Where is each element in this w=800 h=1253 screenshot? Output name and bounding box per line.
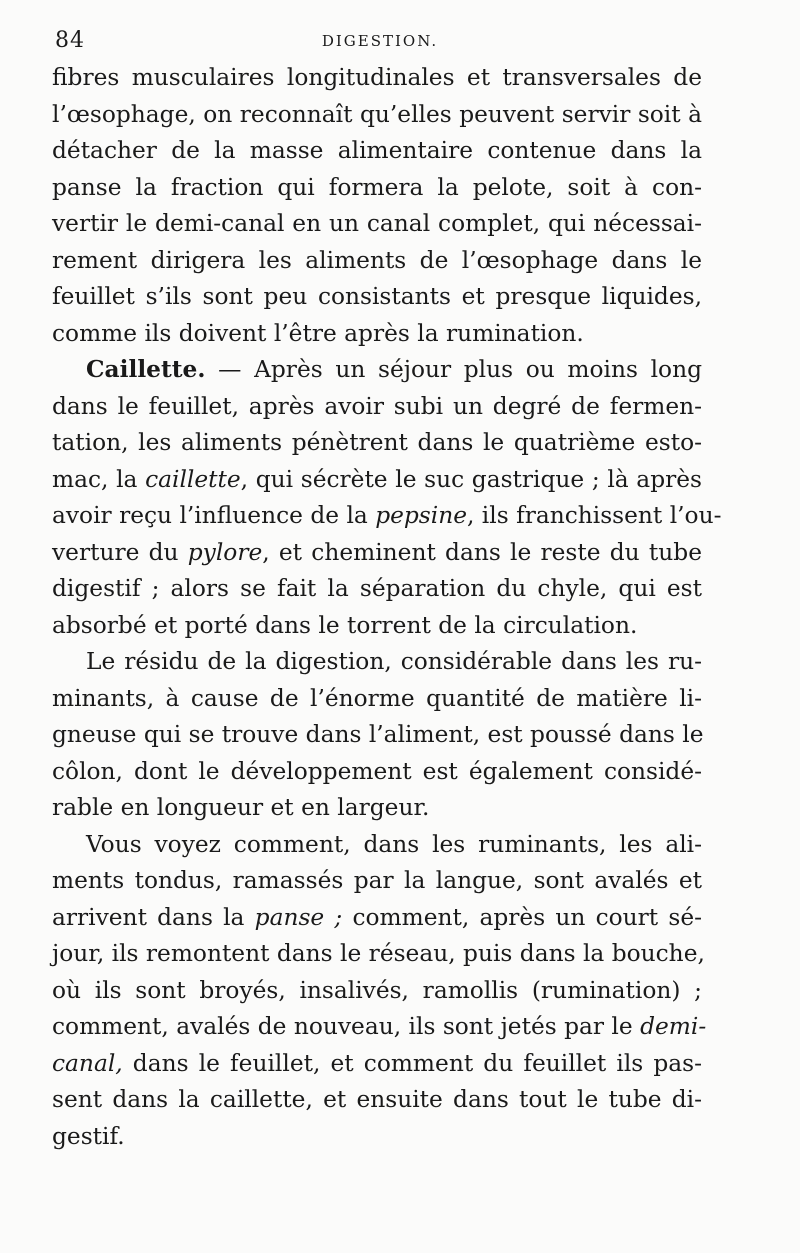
text-line: dans le feuillet, après avoir subi un degré de fermen- bbox=[52, 392, 702, 420]
italic-term: demi- bbox=[640, 1013, 707, 1040]
text-span: arrivent dans la bbox=[52, 903, 255, 931]
text-line bbox=[52, 900, 702, 937]
text-line: panse la fraction qui formera la pelote, soit à con- bbox=[52, 173, 702, 201]
text-line: absorbé et porté dans le torrent de la circulation. bbox=[52, 611, 638, 639]
italic-term: caillette bbox=[145, 465, 241, 493]
text-line bbox=[52, 1009, 707, 1046]
text-line: détacher de la masse alimentaire contenue dans la bbox=[52, 137, 702, 164]
text-line bbox=[52, 498, 722, 535]
paragraph-3 bbox=[52, 644, 702, 827]
text-line: côlon, dont le développement est également considé- bbox=[52, 757, 702, 785]
text-line: gestif. bbox=[52, 1122, 125, 1150]
page-header bbox=[55, 28, 705, 58]
paragraph-1 bbox=[52, 60, 702, 352]
text-span: comment, après un court sé- bbox=[342, 903, 702, 931]
italic-term: canal, bbox=[52, 1049, 123, 1077]
text-line: Le résidu de la digestion, considérable dans les ru- bbox=[86, 648, 702, 675]
italic-term: pylore bbox=[187, 538, 263, 566]
text-span: dans le feuillet, et comment du feuillet ils pas- bbox=[122, 1049, 702, 1077]
text-line: digestif ; alors se fait la séparation du chyle, qui est bbox=[52, 575, 702, 602]
page-number: 84 bbox=[55, 28, 85, 53]
text-span: , qui sécrète le suc gastrique ; là après bbox=[240, 465, 702, 493]
text-line: Vous voyez comment, dans les ruminants, les ali- bbox=[86, 830, 702, 858]
text-span: — Après un séjour plus ou moins long bbox=[205, 356, 702, 383]
paragraph-2 bbox=[52, 352, 722, 644]
text-span: , ils franchissent l’ou- bbox=[467, 502, 722, 529]
text-line: fibres musculaires longitudinales et transversales de bbox=[52, 64, 702, 91]
text-span: comment, avalés de nouveau, ils sont jetés par le bbox=[52, 1013, 641, 1040]
text-line: sent dans la caillette, et ensuite dans tout le tube di- bbox=[52, 1086, 702, 1113]
text-line bbox=[52, 462, 702, 499]
running-head: DIGESTION. bbox=[321, 32, 439, 50]
text-line: rable en longueur et en largeur. bbox=[52, 794, 430, 821]
text-line: jour, ils remontent dans le réseau, puis dans la bouche, bbox=[52, 940, 705, 967]
section-heading: Caillette. bbox=[86, 356, 206, 383]
text-span: avoir reçu l’influence de la bbox=[52, 502, 376, 529]
paragraph-4 bbox=[52, 827, 707, 1156]
text-line bbox=[52, 535, 702, 572]
text-line: l’œsophage, on reconnaît qu’elles peuvent servir soit à bbox=[52, 100, 702, 128]
italic-term: pepsine bbox=[375, 502, 467, 529]
text-line bbox=[52, 352, 702, 389]
text-line: tation, les aliments pénètrent dans le quatrième esto- bbox=[52, 429, 702, 456]
text-line: vertir le demi-canal en un canal complet, qui nécessai- bbox=[52, 210, 702, 237]
text-span: mac, la bbox=[52, 465, 146, 493]
text-line bbox=[52, 1046, 702, 1083]
text-line: rement dirigera les aliments de l’œsophage dans le bbox=[52, 246, 702, 274]
text-line: minants, à cause de l’énorme quantité de matière li- bbox=[52, 684, 702, 712]
text-line: comme ils doivent l’être après la rumination. bbox=[52, 319, 584, 347]
text-span: , et cheminent dans le reste du tube bbox=[262, 538, 702, 566]
text-line: gneuse qui se trouve dans l’aliment, est poussé dans le bbox=[52, 721, 704, 748]
text-line: où ils sont broyés, insalivés, ramollis (rumination) ; bbox=[52, 976, 702, 1004]
italic-term: panse ; bbox=[254, 903, 343, 931]
text-span: verture du bbox=[52, 538, 188, 566]
body-text bbox=[52, 60, 722, 1155]
text-line: ments tondus, ramassés par la langue, sont avalés et bbox=[52, 867, 702, 894]
text-line: feuillet s’ils sont peu consistants et presque liquides, bbox=[52, 283, 702, 310]
